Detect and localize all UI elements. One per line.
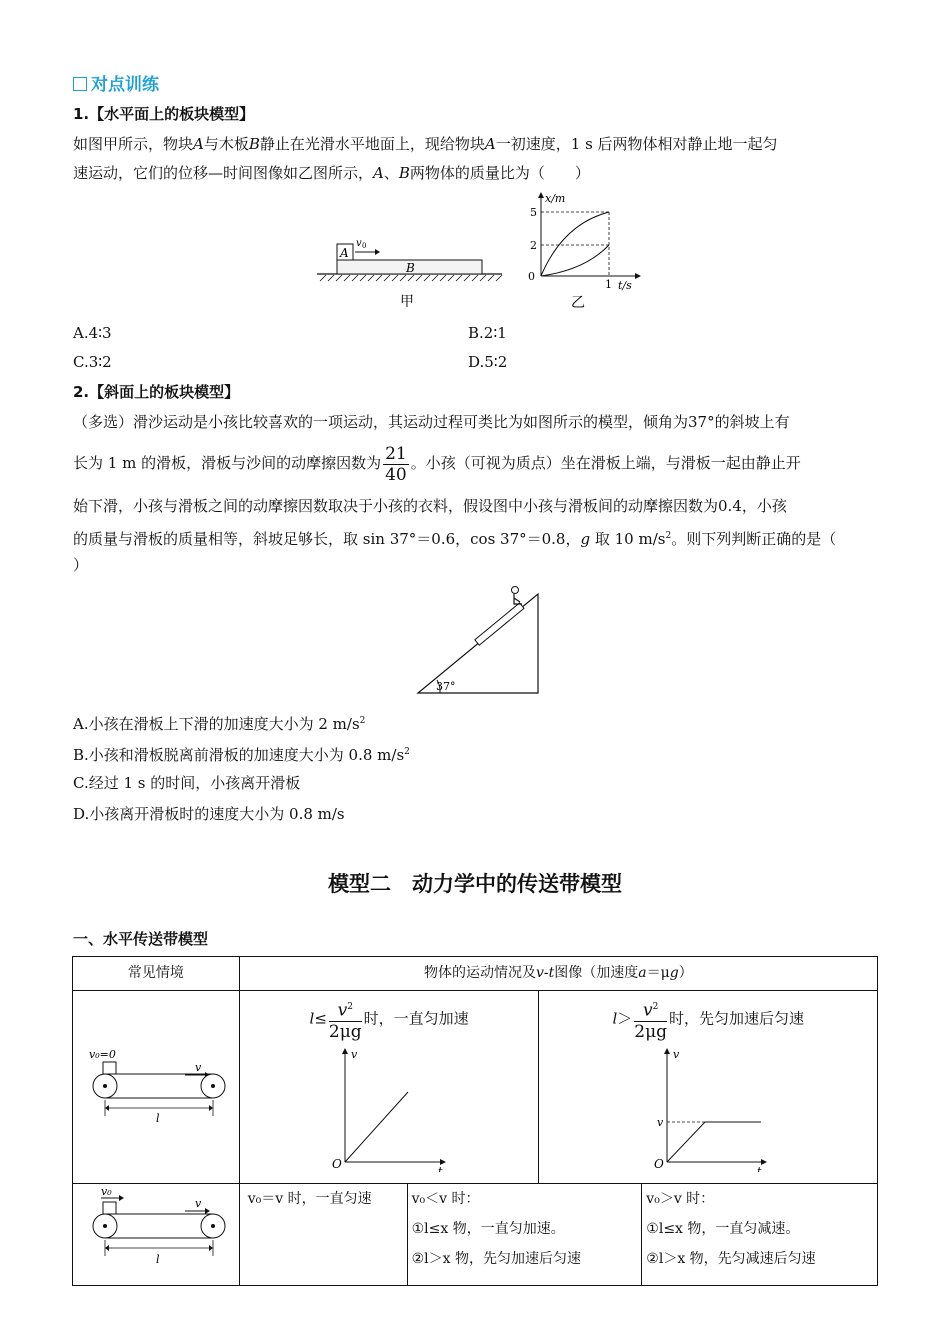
belt2-block: [103, 1202, 116, 1214]
q1-option-c[interactable]: C.3∶2: [73, 353, 112, 371]
q2-option-d[interactable]: D.小孩离开滑板时的速度大小为 0.8 m/s: [73, 805, 345, 823]
belt1-l-label: l: [156, 1112, 160, 1125]
scenario-1: [73, 991, 240, 1184]
q2-option-a[interactable]: A.小孩在滑板上下滑的加速度大小为 2 $m/s^2$: [73, 715, 366, 733]
case-v0-less: v₀＜v 时： ①l≤x 物，一直匀加速。 ②l＞x 物，先匀加速后匀速: [407, 1184, 642, 1286]
q2-line2: 长为 1 m 的滑板，滑板与沙间的动摩擦因数为 $\frac{21}{40}$ 。小孩（可视为质点）坐在滑板上端，与滑板一起由静止开: [73, 443, 801, 485]
belt-diagram-1: [73, 991, 238, 1179]
graph2-v-label: v: [673, 1047, 680, 1061]
child-body-icon: [514, 594, 522, 604]
curve-a: [541, 212, 609, 276]
q1-stem-line1: 如图甲所示，物块A与木板B静止在光滑水平地面上，现给物块A一初速度，1 s 后两物体相对静止地一起匀: [73, 135, 778, 153]
q2-line4: 的质量与滑板的质量相等，斜坡足够长，取 sin 37°＝0.6，cos 37°＝0.8，g 取 10 $m/s^2$。则下列判断正确的是（: [73, 530, 837, 548]
graph1-t-label: t: [437, 1164, 443, 1172]
graph2-v-tick: v: [657, 1115, 664, 1129]
y-axis-label: x/m: [545, 192, 566, 205]
belt1-block: [103, 1062, 116, 1074]
graph1-origin: O: [331, 1156, 342, 1171]
x-axis-label: t/s: [618, 279, 632, 292]
figure-yi: [523, 190, 643, 312]
belt1-v-label: v: [195, 1061, 202, 1074]
q2-option-c[interactable]: C.经过 1 s 的时间，小孩离开滑板: [73, 774, 301, 792]
belt2-v-label: v: [195, 1197, 202, 1210]
section-title: 对点训练: [73, 70, 159, 95]
q2-line5: ）: [73, 556, 89, 574]
graph2-t-label: t: [757, 1164, 762, 1172]
label-b: B: [406, 261, 415, 275]
belt2-v0-label: v₀: [101, 1185, 112, 1198]
x-tick-1: 1: [605, 278, 612, 291]
case-uniform: v₀＝v 时，一直匀速: [239, 1184, 407, 1286]
header-motion: 物体的运动情况及v-t图像（加速度a＝μg）: [239, 957, 877, 991]
label-a: A: [340, 246, 349, 260]
child-head-icon: [512, 587, 519, 594]
curve-b: [541, 245, 609, 276]
x-axis-arrow-icon: [635, 273, 641, 279]
q1-option-a[interactable]: A.4∶3: [73, 324, 112, 342]
checkbox-square-icon: [73, 77, 87, 91]
arrow-right-icon: [375, 249, 380, 255]
vt-graph-accel-uniform: [539, 1042, 875, 1172]
q1-stem-line2: 速运动，它们的位移—时间图像如乙图所示，A、B两物体的质量比为（ ）: [73, 164, 590, 182]
angle-label: 37°: [436, 680, 456, 693]
caption-jia: 甲: [400, 294, 414, 310]
friction-fraction: $\frac{21}{40}$: [385, 443, 407, 485]
figure-jia: [312, 232, 508, 312]
belt-diagram-2: [73, 1184, 238, 1281]
q2-line3: 始下滑，小孩与滑板之间的动摩擦因数取决于小孩的衣料，假设图中小孩与滑板间的动摩擦因数为0.4，小孩: [73, 497, 787, 515]
caption-yi: 乙: [571, 295, 585, 311]
graph2-origin: O: [654, 1156, 665, 1171]
label-v0-sub: 0: [362, 242, 367, 250]
scenario-2: [73, 1184, 240, 1286]
q1-option-b[interactable]: B.2∶1: [468, 324, 507, 342]
belt-table: [72, 956, 878, 1286]
header-scenario: 常见情境: [73, 957, 240, 991]
y-tick-2: 2: [530, 239, 537, 252]
graph2-ramp: [667, 1122, 705, 1162]
graph1-v-label: v: [350, 1047, 357, 1061]
y-axis-arrow-icon: [538, 192, 544, 198]
belt2-v0-arrow-icon: [119, 1195, 124, 1201]
q2-heading: 2.【斜面上的板块模型】: [73, 383, 240, 401]
q1-heading: 1.【水平面上的板块模型】: [73, 105, 255, 123]
incline-figure: [410, 582, 546, 698]
q2-option-b[interactable]: B.小孩和滑板脱离前滑板的加速度大小为 0.8 $m/s^2$: [73, 746, 410, 764]
belt2-l-label: l: [156, 1253, 160, 1266]
origin-label: 0: [528, 270, 535, 283]
model2-title: 模型二 动力学中的传送带模型: [328, 872, 622, 896]
label-v0: v: [356, 238, 362, 249]
q2-line1: （多选）滑沙运动是小孩比较喜欢的一项运动，其运动过程可类比为如图所示的模型，倾角为37°的斜坡上有: [73, 413, 790, 431]
q1-option-d[interactable]: D.5∶2: [468, 353, 508, 371]
case-accel-then-uniform: l＞ $\frac{v^2}{2\mu g}$ 时，先匀加速后匀速 v t O v: [539, 991, 878, 1184]
graph1-line: [345, 1092, 408, 1162]
model2-subtitle: 一、水平传送带模型: [73, 930, 209, 948]
belt1-v0-label: v₀=0: [89, 1048, 116, 1061]
belt2-arrow-icon: [205, 1208, 210, 1214]
case-v0-greater: v₀＞v 时： ①l≤x 物，一直匀减速。 ②l＞x 物，先匀减速后匀速: [642, 1184, 878, 1286]
case-accel: l≤ $\frac{v^2}{2\mu g}$ 时，一直匀加速 v t O: [239, 991, 539, 1184]
vt-graph-accel: [240, 1042, 538, 1172]
y-tick-5: 5: [530, 206, 537, 219]
